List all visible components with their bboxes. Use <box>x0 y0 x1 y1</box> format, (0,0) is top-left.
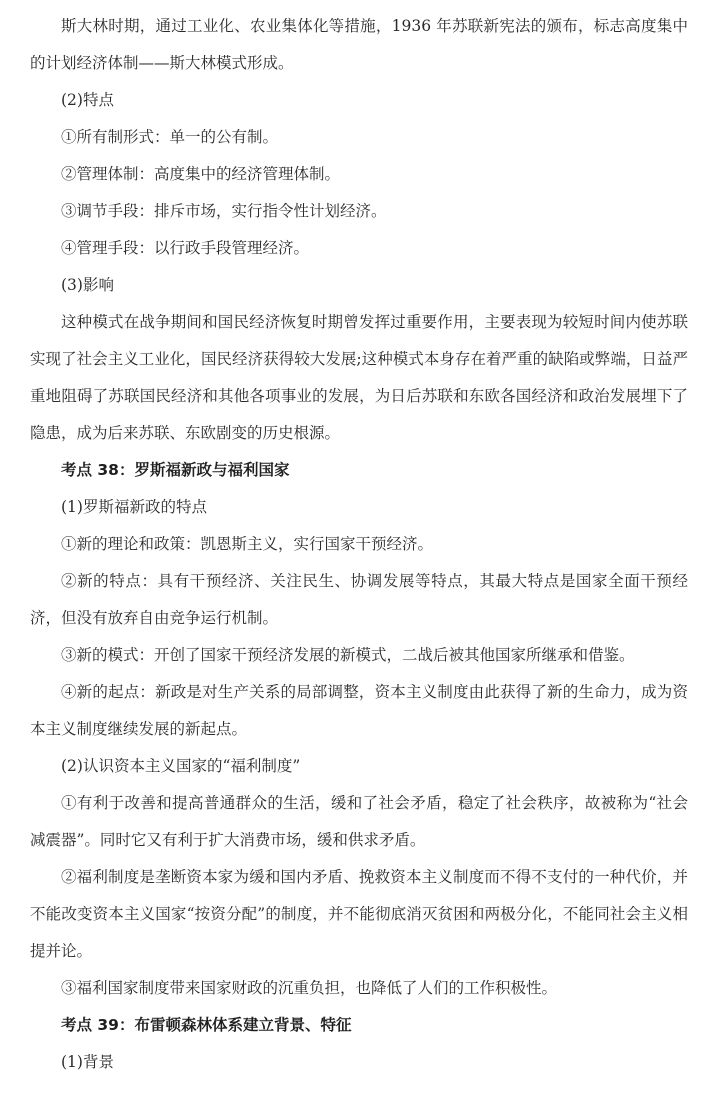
subheading-new-deal-features: (1)罗斯福新政的特点 <box>61 498 207 516</box>
section-heading-39: 考点 39：布雷顿森林体系建立背景、特征 <box>61 1016 352 1034</box>
paragraph-influence: 这种模式在战争期间和国民经济恢复时期曾发挥过重要作用，主要表现为较短时间内使苏联实现了社会主义工业化，国民经济获得较大发展;这种模式本身存在着严重的缺陷或弊端，日益严重地阻碍了苏联国民经济和其他各项事业的发展，为日后苏联和东欧各国经济和政治发展埋下了隐患，成为后来苏联、东欧剧变的历史根源。 <box>30 313 688 442</box>
section-heading-38: 考点 38：罗斯福新政与福利国家 <box>61 461 290 479</box>
list-item-new-starting-point: ④新的起点：新政是对生产关系的局部调整，资本主义制度由此获得了新的生命力，成为资本主义制度继续发展的新起点。 <box>30 683 688 738</box>
subheading-features: (2)特点 <box>61 91 114 109</box>
list-item-new-model: ③新的模式：开创了国家干预经济发展的新模式，二战后被其他国家所继承和借鉴。 <box>61 646 635 664</box>
subheading-background: (1)背景 <box>61 1053 114 1071</box>
list-item-management-means: ④管理手段：以行政手段管理经济。 <box>61 239 310 257</box>
list-item-new-theory: ①新的理论和政策：凯恩斯主义，实行国家干预经济。 <box>61 535 434 553</box>
list-item-regulation: ③调节手段：排斥市场，实行指令性计划经济。 <box>61 202 387 220</box>
list-item-welfare-burden: ③福利国家制度带来国家财政的沉重负担，也降低了人们的工作积极性。 <box>61 979 558 997</box>
list-item-management-system: ②管理体制：高度集中的经济管理体制。 <box>61 165 341 183</box>
subheading-welfare-system: (2)认识资本主义国家的“福利制度” <box>61 757 301 775</box>
paragraph-stalin-model-formation: 斯大林时期，通过工业化、农业集体化等措施，1936 年苏联新宪法的颁布，标志高度集中的计划经济体制——斯大林模式形成。 <box>30 17 688 72</box>
subheading-influence: (3)影响 <box>61 276 114 294</box>
list-item-welfare-nature: ②福利制度是垄断资本家为缓和国内矛盾、挽救资本主义制度而不得不支付的一种代价，并不能改变资本主义国家“按资分配”的制度，并不能彻底消灭贫困和两极分化，不能同社会主义相提并论。 <box>30 868 688 960</box>
list-item-new-features: ②新的特点：具有干预经济、关注民生、协调发展等特点，其最大特点是国家全面干预经济，但没有放弃自由竞争运行机制。 <box>30 572 688 627</box>
list-item-ownership: ①所有制形式：单一的公有制。 <box>61 128 279 146</box>
list-item-welfare-benefit: ①有利于改善和提高普通群众的生活，缓和了社会矛盾，稳定了社会秩序，故被称为“社会减震器”。同时它又有利于扩大消费市场，缓和供求矛盾。 <box>30 794 688 849</box>
